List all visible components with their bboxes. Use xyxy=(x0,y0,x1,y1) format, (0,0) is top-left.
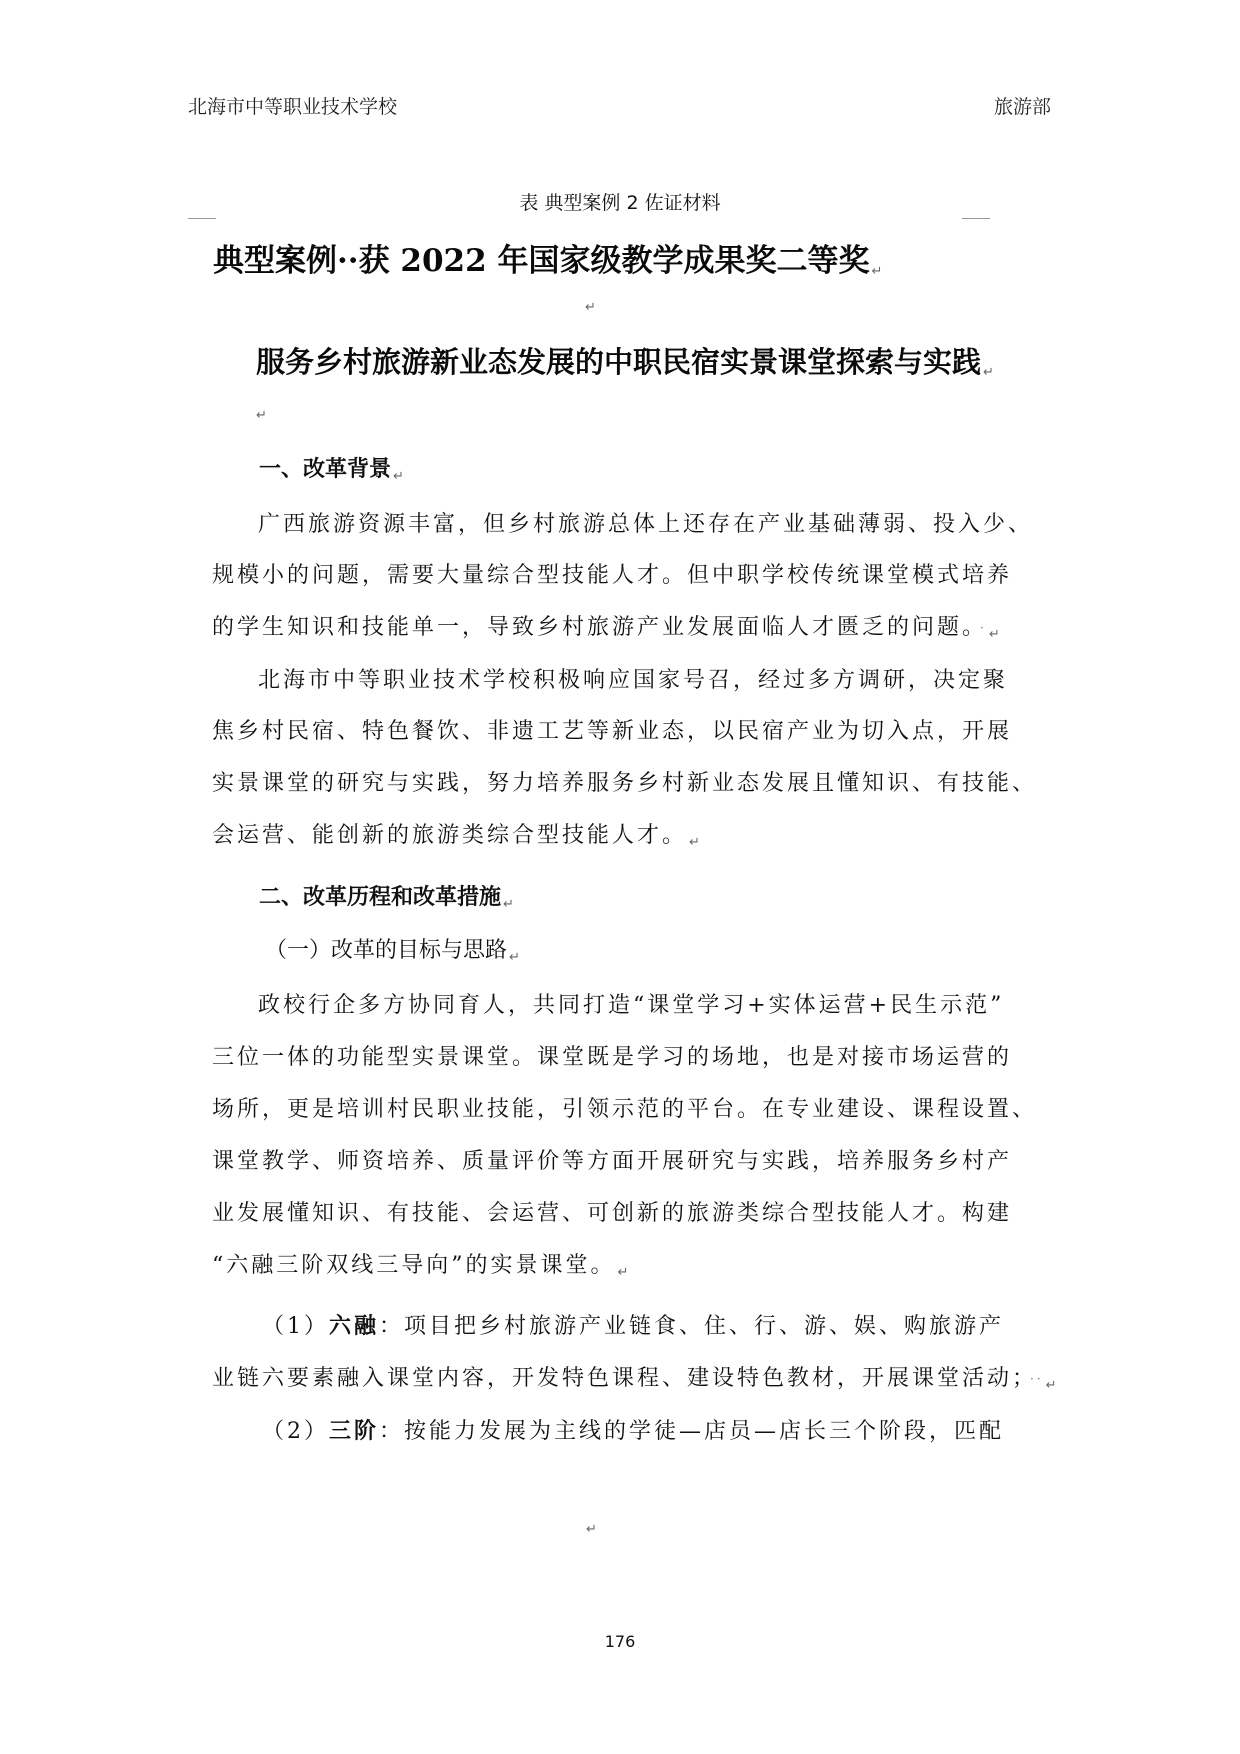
body-line-text: 业链六要素融入课堂内容，开发特色课程、建设特色教材，开展课堂活动； xyxy=(212,1366,1027,1391)
project-title xyxy=(256,340,994,381)
list-item-1 xyxy=(262,1309,1004,1340)
section-heading-2 xyxy=(259,880,514,912)
paragraph-mark: ↵ xyxy=(503,897,514,912)
header-department: 旅游部 xyxy=(993,96,1051,118)
paragraph-mark: ↵ xyxy=(1045,1378,1060,1393)
section-heading-2-text: 二、改革历程和改革措施 xyxy=(259,884,502,910)
section-heading-1 xyxy=(259,452,404,484)
body-line xyxy=(212,610,1003,642)
list-item-2 xyxy=(262,1414,1004,1445)
paragraph-mark: ↵ xyxy=(988,627,1003,642)
case-title-text: 典型案例··获 2022 年国家级教学成果奖二等奖 xyxy=(213,243,870,279)
body-line xyxy=(212,1248,631,1280)
body-line: 实景课堂的研究与实践，努力培养服务乡村新业态发展且懂知识、有技能、 xyxy=(212,771,1038,796)
case-title xyxy=(213,235,882,280)
section-heading-1-text: 一、改革背景 xyxy=(259,456,392,482)
body-line: 业发展懂知识、有技能、会运营、可创新的旅游类综合型技能人才。构建 xyxy=(212,1201,1013,1226)
body-line-text: 会运营、能创新的旅游类综合型技能人才。 xyxy=(212,823,688,848)
project-title-text: 服务乡村旅游新业态发展的中职民宿实景课堂探索与实践 xyxy=(256,345,982,379)
paragraph-mark: ↵ xyxy=(617,1265,632,1280)
body-line: 北海市中等职业技术学校积极响应国家号召，经过多方调研，决定聚 xyxy=(258,668,1009,693)
table-caption: 表 典型案例 2 佐证材料 xyxy=(519,192,721,214)
caption-rule-left xyxy=(188,218,216,219)
paragraph-mark: ↵ xyxy=(509,950,520,965)
list-item-1-prefix: （1） xyxy=(262,1314,329,1339)
list-item-2-prefix: （2） xyxy=(262,1419,329,1444)
paragraph-mark: ↵ xyxy=(393,469,404,484)
subsection-heading-text: （一）改革的目标与思路 xyxy=(265,938,508,963)
body-line-text: “六融三阶双线三导向”的实景课堂。 xyxy=(212,1253,616,1278)
paragraph-mark: ↵ xyxy=(256,408,267,423)
body-line xyxy=(212,818,703,850)
paragraph-mark: ↵ xyxy=(871,264,883,279)
header-school-name: 北海市中等职业技术学校 xyxy=(188,96,398,118)
paragraph-mark: ↵ xyxy=(689,835,703,850)
page-number: 176 xyxy=(604,1632,636,1651)
body-line: 政校行企多方协同育人，共同打造“课堂学习+实体运营+民生示范” xyxy=(258,993,1005,1018)
list-item-2-text: ：按能力发展为主线的学徒—店员—店长三个阶段，匹配 xyxy=(379,1419,1005,1444)
body-line: 规模小的问题，需要大量综合型技能人才。但中职学校传统课堂模式培养 xyxy=(212,563,1013,588)
caption-rule-right xyxy=(962,218,990,219)
body-line: 广西旅游资源丰富，但乡村旅游总体上还存在产业基础薄弱、投入少、 xyxy=(258,512,1034,537)
body-line xyxy=(212,1361,1060,1393)
list-item-1-text: ：项目把乡村旅游产业链食、住、行、游、娱、购旅游产 xyxy=(379,1314,1005,1339)
body-line: 焦乡村民宿、特色餐饮、非遗工艺等新业态，以民宿产业为切入点，开展 xyxy=(212,719,1013,744)
body-line-text: 的学生知识和技能单一，导致乡村旅游产业发展面临人才匮乏的问题。 xyxy=(212,615,977,640)
body-line: 课堂教学、师资培养、质量评价等方面开展研究与实践，培养服务乡村产 xyxy=(212,1149,1013,1174)
list-item-1-term: 六融 xyxy=(329,1313,380,1339)
paragraph-mark: ↵ xyxy=(585,300,596,315)
paragraph-mark: ↵ xyxy=(586,1522,597,1537)
space-marker: · xyxy=(980,621,987,635)
body-line: 场所，更是培训村民职业技能，引领示范的平台。在专业建设、课程设置、 xyxy=(212,1097,1038,1122)
paragraph-mark: ↵ xyxy=(983,365,994,380)
subsection-heading xyxy=(265,933,520,965)
space-marker: ·· xyxy=(1030,1372,1044,1386)
body-line: 三位一体的功能型实景课堂。课堂既是学习的场地，也是对接市场运营的 xyxy=(212,1045,1013,1070)
list-item-2-term: 三阶 xyxy=(329,1418,380,1444)
